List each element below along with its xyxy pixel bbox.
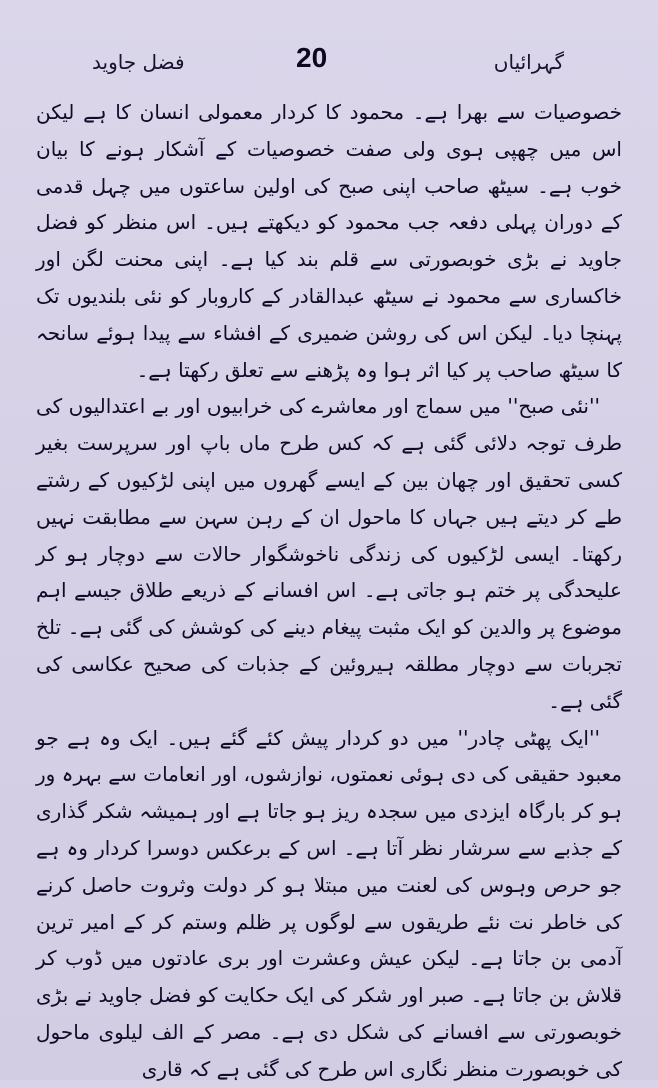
paragraph: ''ایک پھٹی چادر'' میں دو کردار پیش کئے گئے ہیں۔ ایک وہ ہے جو معبود حقیقی کی دی ہوئی نعمتوں، نوازشوں، اور انعامات سے بہرہ ور ہو کر بارگاہ ایزدی میں سجدہ ریز ہو جاتا ہے اور ہمیشہ شکر گذاری کے جذبے سے سرشار نظر آتا ہے۔ اس کے برعکس دوسرا کردار وہ ہے جو حرص وہوس کی لعنت میں مبتلا ہو کر دولت وثروت حاصل کرنے کی خاطر نت نئے طریقوں سے لوگوں پر ظلم وستم کر کے امیر ترین آدمی بن جاتا ہے۔ لیکن عیش وعشرت اور بری عادتوں میں ڈوب کر قلاش بن جاتا ہے۔ صبر اور شکر کی ایک حکایت کو فضل جاوید نے بڑی خوبصورتی سے افسانے کی شکل دی ہے۔ مصر کے الف لیلوی ماحول کی خوبصورت منظر نگاری اس طرح کی گئی ہے کہ قاری [36, 725, 622, 1081]
page-number: 20 [296, 42, 328, 73]
page-header [0, 42, 658, 82]
book-title: گہرائیاں [493, 50, 564, 74]
paragraph: ''نئی صبح'' میں سماج اور معاشرے کی خرابیوں اور بے اعتدالیوں کی طرف توجہ دلائی گئی ہے کہ کس طرح ماں باپ اور سرپرست بغیر کسی تحقیق اور چھان بین کے ایسے گھروں میں اپنی لڑکیوں کے رشتے طے کر دیتے ہیں جہاں کا ماحول ان کے رہن سہن سے مطابقت نہیں رکھتا۔ ایسی لڑکیوں کی زندگی ناخوشگوار حالات سے دوچار ہو کر علیحدگی پر ختم ہو جاتی ہے۔ اس افسانے کے ذریعے طلاق جیسے اہم موضوع پر والدین کو ایک مثبت پیغام دینے کی کوشش کی گئی ہے۔ تلخ تجربات سے دوچار مطلقہ ہیروئین کے جذبات کی صحیح عکاسی کی گئی ہے۔ [36, 394, 622, 713]
paragraph: خصوصیات سے بھرا ہے۔ محمود کا کردار معمولی انسان کا ہے لیکن اس میں چھپی ہوی ولی صفت خصوصیات کے آشکار ہونے کا بیان خوب ہے۔ سیٹھ صاحب اپنی صبح کی اولین ساعتوں میں چہل قدمی کے دوران پہلی دفعہ جب محمود کو دیکھتے ہیں۔ اس منظر کو فضل جاوید نے بڑی خوبصورتی سے قلم بند کیا ہے۔ اپنی محنت لگن اور خاکساری سے محمود نے سیٹھ عبدالقادر کے کاروبار کو نئی بلندیوں تک پہنچا دیا۔ لیکن اس کی روشن ضمیری کے افشاء سے پیدا ہوئے سانحہ کا سیٹھ صاحب پر کیا اثر ہوا وہ پڑھنے سے تعلق رکھتا ہے۔ [36, 100, 622, 382]
body-text [36, 94, 622, 1088]
author-name: فضل جاوید [92, 50, 185, 74]
